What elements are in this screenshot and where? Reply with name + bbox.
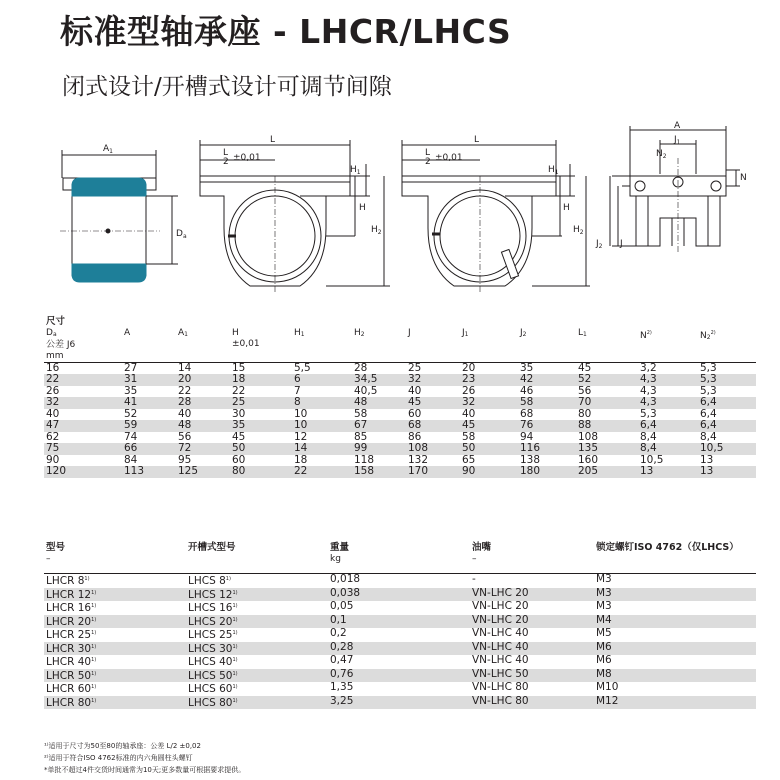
table-cell: 80 xyxy=(230,466,292,478)
table-cell: 8,4 xyxy=(640,430,657,443)
table-cell: 13 xyxy=(700,453,714,466)
note-mark: 1) xyxy=(232,630,238,636)
note-mark: 1) xyxy=(232,616,238,623)
table-cell: 0,76 xyxy=(328,669,470,683)
table-cell: LHCS 12$^{1)}$ xyxy=(186,588,328,602)
col-header-slotted-model: 开槽式型号 xyxy=(188,542,236,553)
table-row xyxy=(44,466,756,478)
table-cell: VN-LHC 20 xyxy=(472,600,529,612)
table-cell: 3,2 xyxy=(638,362,698,374)
footnotes xyxy=(44,740,245,776)
table-cell: 170 xyxy=(406,466,460,478)
table-cell: 180 xyxy=(518,466,576,478)
note-mark: 1) xyxy=(91,589,97,596)
table-cell: 40 xyxy=(408,384,422,397)
table-cell: 4,3 xyxy=(638,397,698,409)
table-cell: 88 xyxy=(576,420,638,432)
label-j2-fig4: $J_2$ xyxy=(596,239,603,250)
table-cell: 0,1 xyxy=(328,615,470,629)
label-h-fig2: H xyxy=(359,203,366,213)
bushing-seal-top xyxy=(72,178,146,196)
table-cell: 32 xyxy=(44,397,122,409)
table-cell: 47 xyxy=(44,420,122,432)
table-cell: 32 xyxy=(406,374,460,386)
table-cell: M6 xyxy=(596,654,612,666)
note-mark: 1) xyxy=(91,603,97,609)
table-cell: 20 xyxy=(460,362,518,374)
label-h-fig3: H xyxy=(563,203,570,213)
table-cell: 6,4 xyxy=(700,407,717,420)
table-cell: M6 xyxy=(594,642,756,656)
col-header-h2: H2 xyxy=(354,327,365,338)
table-cell: 59 xyxy=(122,420,176,432)
table-cell: 205 xyxy=(576,466,638,478)
table-row xyxy=(44,574,756,588)
note-mark: 1) xyxy=(232,697,238,704)
table-row xyxy=(44,374,756,386)
table-cell: 160 xyxy=(578,453,599,466)
table-cell: LHCR 30$^{1)}$ xyxy=(44,642,186,656)
table-cell: LHCR 8$^{1)}$ xyxy=(44,574,186,588)
table-cell: M4 xyxy=(594,615,756,629)
table-cell: VN-LHC 80 xyxy=(470,696,594,710)
table-cell: 0,018 xyxy=(328,574,470,588)
table-row xyxy=(44,601,756,615)
table-cell: 26 xyxy=(46,384,60,397)
table-cell: 108 xyxy=(578,430,599,443)
table-cell: 18 xyxy=(294,453,308,466)
table-cell: LHCS 16$^{1)}$ xyxy=(188,602,238,614)
table-cell: 48 xyxy=(352,397,406,409)
table-cell: LHCS 25$^{1)}$ xyxy=(188,629,238,641)
footnote-1: ¹⁾适用于尺寸为50至80的轴承座：公差 L/2 ±0,02 xyxy=(44,742,201,750)
table-cell: 95 xyxy=(178,453,192,466)
table-cell: 62 xyxy=(46,430,60,443)
table-cell: VN-LHC 80 xyxy=(472,681,529,693)
drawings-svg xyxy=(0,118,780,308)
table-cell: VN-LHC 20 xyxy=(470,615,594,629)
table-row xyxy=(44,420,756,432)
label-a1: $A_1$ xyxy=(103,144,113,155)
table-cell: 22 xyxy=(44,374,122,386)
table-cell: 10 xyxy=(292,420,352,432)
table-cell: 84 xyxy=(124,453,138,466)
table-cell: 0,05 xyxy=(330,600,354,612)
table-cell: LHCR 16$^{1)}$ xyxy=(46,602,97,614)
table-cell: 22 xyxy=(178,384,192,397)
table-cell: LHCS 60$^{1)}$ xyxy=(188,683,238,695)
table-cell: 25 xyxy=(230,397,292,409)
models-table xyxy=(44,542,756,709)
table-cell: 56 xyxy=(578,384,592,397)
bushing-seal-bottom xyxy=(72,264,146,282)
label-n-fig4: N xyxy=(740,173,747,183)
table-cell: 113 xyxy=(122,466,176,478)
table-cell: 10,5 xyxy=(698,443,756,455)
table-cell: 13 xyxy=(638,466,698,478)
note-mark: 1) xyxy=(232,657,238,663)
table-cell: 56 xyxy=(178,430,192,443)
table-cell: 14 xyxy=(292,443,352,455)
table-cell: 50 xyxy=(460,443,518,455)
table-row xyxy=(44,682,756,696)
table-cell: 32 xyxy=(460,397,518,409)
table-cell: 6 xyxy=(292,374,352,386)
table-row xyxy=(44,655,756,669)
table-cell: 6,4 xyxy=(698,420,756,432)
col-header-a1: A1 xyxy=(178,327,188,338)
col-header-j2: J2 xyxy=(520,327,527,338)
note-mark: 1) xyxy=(232,643,238,650)
table-cell: 12 xyxy=(294,430,308,443)
table-cell: VN-LHC 50 xyxy=(470,669,594,683)
table-cell: 40 xyxy=(462,407,476,420)
table-cell: LHCR 20$^{1)}$ xyxy=(44,615,186,629)
table-cell: 28 xyxy=(352,362,406,374)
label-h1-fig3: $H_1$ xyxy=(548,165,559,176)
page-subtitle: 闭式设计/开槽式设计可调节间隙 xyxy=(62,74,392,100)
table-cell: 60 xyxy=(232,453,246,466)
note-mark: 1) xyxy=(232,603,238,609)
label-h2-fig3: $H_2$ xyxy=(573,225,584,236)
table-cell: 118 xyxy=(354,453,375,466)
table-row xyxy=(44,588,756,602)
note-mark: 1) xyxy=(84,576,90,582)
table-cell: 99 xyxy=(352,443,406,455)
table-cell: VN-LHC 40 xyxy=(472,654,529,666)
table-cell: 120 xyxy=(44,466,122,478)
col-header-h1: H1 xyxy=(294,327,305,338)
table-cell: 65 xyxy=(462,453,476,466)
table-cell: 68 xyxy=(406,420,460,432)
table-cell: LHCR 12$^{1)}$ xyxy=(44,588,186,602)
table-cell: M12 xyxy=(594,696,756,710)
label-j-fig4: J xyxy=(620,239,623,249)
table-cell: M10 xyxy=(596,681,619,693)
table-cell: 27 xyxy=(122,362,176,374)
table-cell: 45 xyxy=(576,362,638,374)
table-cell: 35 xyxy=(518,362,576,374)
table-cell: 135 xyxy=(576,443,638,455)
table-row xyxy=(44,642,756,656)
table-cell: 158 xyxy=(352,466,406,478)
table-cell: 116 xyxy=(518,443,576,455)
table-cell: LHCS 80$^{1)}$ xyxy=(186,696,328,710)
table-cell: 10 xyxy=(294,407,308,420)
unit-nozzle: – xyxy=(472,553,477,564)
table-cell: 132 xyxy=(408,453,429,466)
table-cell: 16 xyxy=(44,362,122,374)
table-cell: 72 xyxy=(176,443,230,455)
col-header-model: 型号 xyxy=(46,542,66,553)
table-row xyxy=(44,669,756,683)
table-cell: LHCR 50$^{1)}$ xyxy=(44,669,186,683)
footnote-2: ²⁾适用于符合ISO 4762标准的内六角圆柱头螺钉 xyxy=(44,754,193,762)
page-title: 标准型轴承座 - LHCR/LHCS xyxy=(60,12,512,51)
table-row xyxy=(44,696,756,710)
table-cell: 86 xyxy=(408,430,422,443)
table-cell: 48 xyxy=(176,420,230,432)
label-l-fig3: L xyxy=(474,135,480,145)
note-mark: 1) xyxy=(232,670,238,677)
table-cell: M3 xyxy=(596,600,612,612)
table-cell: 58 xyxy=(354,407,368,420)
table-cell: LHCS 50$^{1)}$ xyxy=(186,669,328,683)
label-l-fig2: L xyxy=(270,135,276,145)
table-cell: 46 xyxy=(520,384,534,397)
unit-screw xyxy=(594,554,756,566)
table-cell: 90 xyxy=(46,453,60,466)
table-cell: LHCS 30$^{1)}$ xyxy=(186,642,328,656)
table-cell: 30 xyxy=(232,407,246,420)
table-cell: 50 xyxy=(230,443,292,455)
table-cell: 41 xyxy=(122,397,176,409)
table-cell: 80 xyxy=(578,407,592,420)
table-cell: 76 xyxy=(518,420,576,432)
table-cell: 40 xyxy=(46,407,60,420)
table-cell: 6,4 xyxy=(638,420,698,432)
col-header-da: Da 公差 J6 mm xyxy=(46,327,76,361)
table-cell: LHCS 8$^{1)}$ xyxy=(186,574,328,588)
col-header-n2: N2$^{2)}$ xyxy=(700,329,716,341)
table-cell: 25 xyxy=(406,362,460,374)
label-tol-fig3: ±0,01 xyxy=(435,153,463,163)
table-cell: 14 xyxy=(176,362,230,374)
table-cell: 40 xyxy=(178,407,192,420)
label-half-l-fig3: L xyxy=(425,148,431,158)
table-cell: LHCS 20$^{1)}$ xyxy=(186,615,328,629)
note-mark: 1) xyxy=(91,643,97,650)
col-header-n: $N^{2)}$ xyxy=(640,329,652,341)
table-cell: 68 xyxy=(520,407,534,420)
table-cell: 40,5 xyxy=(354,384,378,397)
table-cell: 22 xyxy=(232,384,246,397)
table-cell: 60 xyxy=(408,407,422,420)
dimensions-table xyxy=(44,316,756,478)
table-cell: 6,4 xyxy=(698,397,756,409)
table-row xyxy=(44,628,756,642)
table-cell: 35 xyxy=(124,384,138,397)
table-cell: 7 xyxy=(294,384,301,397)
table-cell: 5,5 xyxy=(292,362,352,374)
table-cell: 66 xyxy=(122,443,176,455)
table-cell: LHCR 60$^{1)}$ xyxy=(46,683,97,695)
table-cell: 8 xyxy=(292,397,352,409)
technical-drawings xyxy=(0,118,780,308)
table-row xyxy=(44,443,756,455)
table-cell: 58 xyxy=(518,397,576,409)
table-cell: 45 xyxy=(406,397,460,409)
col-header-a: A xyxy=(124,327,131,338)
table-cell: 8,4 xyxy=(700,430,717,443)
col-header-nozzle: 油嘴 xyxy=(472,542,492,553)
footnote-3: *单批不超过4件交货时间通常为10天;更多数量可根据要求提供。 xyxy=(44,766,246,774)
figure-housing-side xyxy=(610,126,740,253)
table-cell: 5,3 xyxy=(698,362,756,374)
table-cell: 0,47 xyxy=(330,654,354,666)
table-cell: 34,5 xyxy=(352,374,406,386)
note-mark: 1) xyxy=(225,576,231,582)
table-cell: 67 xyxy=(352,420,406,432)
table-cell: 28 xyxy=(176,397,230,409)
table-cell: 75 xyxy=(44,443,122,455)
label-n2-fig4: $N_2$ xyxy=(656,149,667,160)
table-cell: M3 xyxy=(594,574,756,588)
table-cell: 4,3 xyxy=(638,374,698,386)
label-j1-fig4: $J_1$ xyxy=(674,135,681,146)
label-half-den-fig3: 2 xyxy=(425,157,431,167)
note-mark: 1) xyxy=(91,630,97,636)
table-cell: 90 xyxy=(460,466,518,478)
table-cell: 23 xyxy=(460,374,518,386)
table-cell: 52 xyxy=(124,407,138,420)
col-header-j1: J1 xyxy=(462,327,469,338)
table-cell: 85 xyxy=(354,430,368,443)
label-h1-fig2: $H_1$ xyxy=(350,165,361,176)
col-header-weight: 重量 xyxy=(330,542,350,553)
table-cell: 4,3 xyxy=(640,384,657,397)
col-header-j: J xyxy=(408,327,411,338)
dimensions-section-label: 尺寸 xyxy=(46,316,66,327)
label-da: $D_a$ xyxy=(176,229,187,240)
table-cell: 45 xyxy=(460,420,518,432)
label-a-fig4: A xyxy=(674,121,681,131)
note-mark: 1) xyxy=(91,697,97,704)
table-cell: 125 xyxy=(176,466,230,478)
table-cell: M5 xyxy=(596,627,612,639)
table-row xyxy=(44,397,756,409)
table-cell: 5,3 xyxy=(640,407,657,420)
label-tol-fig2: ±0,01 xyxy=(233,153,261,163)
table-cell: 1,35 xyxy=(330,681,354,693)
table-cell: LHCR 80$^{1)}$ xyxy=(44,696,186,710)
table-cell: LHCR 25$^{1)}$ xyxy=(46,629,97,641)
table-cell: 18 xyxy=(230,374,292,386)
unit-weight: kg xyxy=(330,553,341,564)
table-cell: 35 xyxy=(230,420,292,432)
table-cell: M3 xyxy=(594,588,756,602)
label-half-den-fig2: 2 xyxy=(223,157,229,167)
table-cell: 13 xyxy=(698,466,756,478)
table-cell: 138 xyxy=(520,453,541,466)
table-cell: 70 xyxy=(576,397,638,409)
note-mark: 1) xyxy=(232,589,238,596)
note-mark: 1) xyxy=(91,657,97,663)
table-cell: 10,5 xyxy=(640,453,664,466)
table-cell: 20 xyxy=(176,374,230,386)
table-cell: M8 xyxy=(594,669,756,683)
label-h2-fig2: $H_2$ xyxy=(371,225,382,236)
col-header-h: H ±0,01 xyxy=(232,327,260,349)
table-cell: 8,4 xyxy=(638,443,698,455)
table-cell: 5,3 xyxy=(698,374,756,386)
table-cell: 94 xyxy=(520,430,534,443)
table-cell: 31 xyxy=(122,374,176,386)
table-cell: 58 xyxy=(462,430,476,443)
table-cell: LHCS 40$^{1)}$ xyxy=(188,656,238,668)
table-cell: LHCR 40$^{1)}$ xyxy=(46,656,97,668)
unit-model: – xyxy=(46,553,51,564)
table-cell: VN-LHC 20 xyxy=(470,588,594,602)
table-cell: 22 xyxy=(292,466,352,478)
table-cell: 5,3 xyxy=(700,384,717,397)
label-half-l-fig2: L xyxy=(223,148,229,158)
table-cell: - xyxy=(470,574,594,588)
table-cell: 108 xyxy=(406,443,460,455)
table-cell: 42 xyxy=(518,374,576,386)
table-cell: VN-LHC 40 xyxy=(472,627,529,639)
col-header-locking-screw: 锁定螺钉ISO 4762（仅LHCS） xyxy=(596,542,739,553)
note-mark: 1) xyxy=(91,684,97,690)
col-header-l1: L1 xyxy=(578,327,587,338)
table-cell: 0,038 xyxy=(328,588,470,602)
figure-bushing xyxy=(60,150,178,282)
table-cell: 15 xyxy=(230,362,292,374)
table-cell: 26 xyxy=(462,384,476,397)
table-row xyxy=(44,615,756,629)
table-cell: 74 xyxy=(124,430,138,443)
table-cell: 52 xyxy=(576,374,638,386)
note-mark: 1) xyxy=(91,616,97,623)
note-mark: 1) xyxy=(232,684,238,690)
table-cell: 3,25 xyxy=(328,696,470,710)
table-cell: 45 xyxy=(232,430,246,443)
unit-slotted xyxy=(186,554,328,566)
note-mark: 1) xyxy=(91,670,97,677)
table-cell: 0,2 xyxy=(330,627,347,639)
table-cell: VN-LHC 40 xyxy=(470,642,594,656)
table-cell: 0,28 xyxy=(328,642,470,656)
